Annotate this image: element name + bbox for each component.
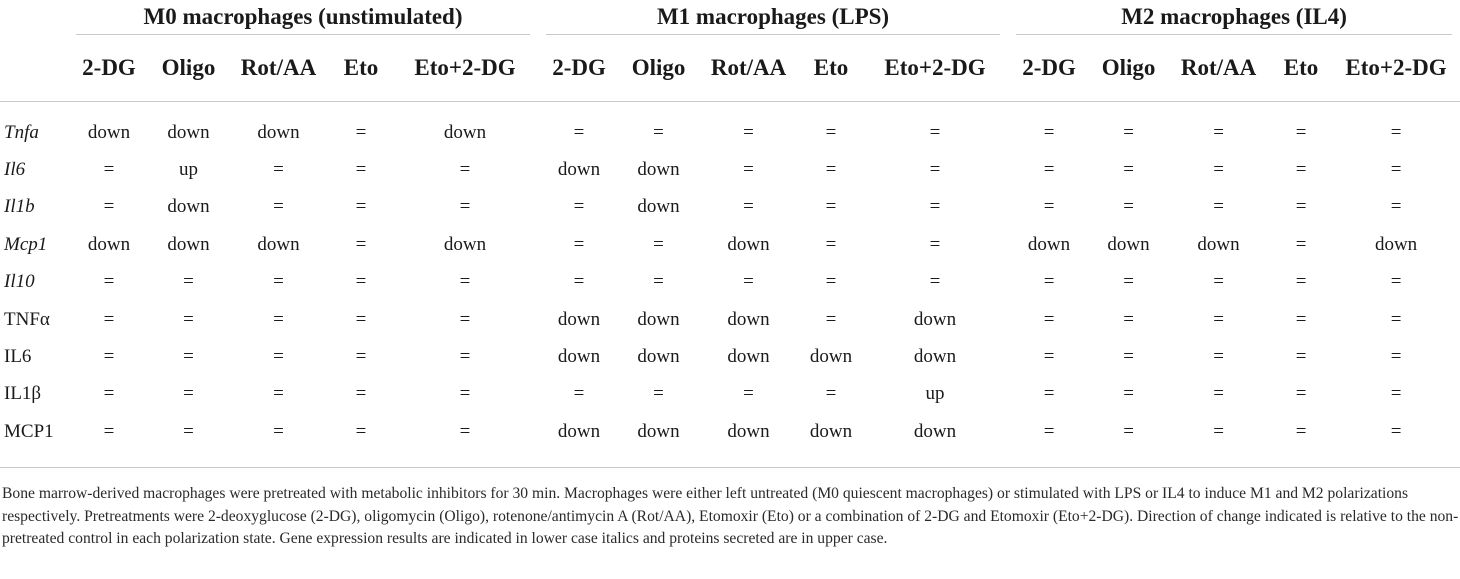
table-cell: = bbox=[1123, 420, 1134, 442]
table-cell: = bbox=[183, 420, 194, 442]
col-header: Rot/AA bbox=[240, 55, 317, 80]
table-cell: = bbox=[743, 383, 754, 405]
table-cell: = bbox=[1213, 196, 1224, 218]
table-cell: = bbox=[273, 159, 284, 181]
table-row bbox=[0, 189, 1460, 226]
table-cell: = bbox=[459, 196, 471, 218]
table-cell: down bbox=[809, 420, 853, 442]
col-header: Oligo bbox=[631, 55, 686, 80]
table-cell: = bbox=[1295, 233, 1307, 255]
table-cell: = bbox=[653, 233, 664, 255]
col-header: Eto+2-DG bbox=[1345, 55, 1447, 80]
table-cell: down bbox=[727, 346, 770, 368]
table-cell: = bbox=[459, 308, 471, 330]
table-cell: = bbox=[653, 383, 664, 405]
table-cell: = bbox=[573, 383, 585, 405]
table-cell: up bbox=[179, 159, 198, 181]
table-cell: down bbox=[1197, 233, 1240, 255]
table-cell: down bbox=[913, 420, 957, 442]
table-cell: = bbox=[743, 121, 754, 143]
table-cell: = bbox=[825, 159, 837, 181]
corner-cell bbox=[0, 0, 68, 34]
row-label-header bbox=[0, 35, 68, 102]
table-cell: down bbox=[557, 308, 601, 330]
table-cell: = bbox=[1123, 196, 1134, 218]
table-cell: down bbox=[557, 346, 601, 368]
table-cell: = bbox=[825, 271, 837, 293]
table-cell: = bbox=[1390, 420, 1402, 442]
row-label: Il6 bbox=[4, 159, 26, 181]
table-cell: = bbox=[459, 420, 471, 442]
table-cell: = bbox=[1043, 196, 1055, 218]
table-cell: = bbox=[459, 383, 471, 405]
table-row bbox=[0, 264, 1460, 301]
table-cell: = bbox=[825, 308, 837, 330]
table-row bbox=[0, 376, 1460, 413]
table-cell: = bbox=[103, 271, 115, 293]
row-label: Il1b bbox=[4, 196, 35, 218]
row-label: Mcp1 bbox=[4, 233, 48, 255]
table-cell: down bbox=[727, 308, 770, 330]
table-cell: = bbox=[1295, 420, 1307, 442]
table-cell: up bbox=[925, 383, 945, 405]
table-cell: = bbox=[273, 271, 284, 293]
table-body bbox=[0, 114, 1460, 451]
table-cell: = bbox=[103, 196, 115, 218]
table-cell: = bbox=[103, 420, 115, 442]
table-cell: = bbox=[355, 308, 367, 330]
table-cell: = bbox=[743, 271, 754, 293]
table-cell: = bbox=[103, 346, 115, 368]
table-cell: = bbox=[573, 121, 585, 143]
table-cell: = bbox=[183, 308, 194, 330]
group-header-m2: M2 macrophages (IL4) bbox=[1121, 4, 1347, 29]
table-cell: = bbox=[1295, 196, 1307, 218]
row-label: IL1β bbox=[4, 383, 42, 405]
table-cell: down bbox=[1107, 233, 1150, 255]
table-cell: = bbox=[273, 383, 284, 405]
table-cell: = bbox=[183, 346, 194, 368]
table-cell: = bbox=[459, 159, 471, 181]
table-row bbox=[0, 338, 1460, 375]
table-row bbox=[0, 301, 1460, 338]
table-cell: = bbox=[1043, 159, 1055, 181]
spacer-row bbox=[0, 102, 1460, 114]
table-cell: = bbox=[1390, 159, 1402, 181]
table-cell: = bbox=[929, 233, 941, 255]
table-cell: = bbox=[825, 196, 837, 218]
table-cell: = bbox=[825, 383, 837, 405]
col-header: 2-DG bbox=[1022, 55, 1076, 80]
table-cell: = bbox=[1295, 121, 1307, 143]
table-cell: = bbox=[1043, 383, 1055, 405]
table-row bbox=[0, 226, 1460, 263]
table-cell: = bbox=[1213, 308, 1224, 330]
group-header-m0: M0 macrophages (unstimulated) bbox=[143, 4, 463, 29]
row-label: IL6 bbox=[4, 346, 32, 368]
col-header: Oligo bbox=[161, 55, 216, 80]
col-header: 2-DG bbox=[82, 55, 136, 80]
table-cell: = bbox=[929, 196, 941, 218]
table-cell: = bbox=[355, 383, 367, 405]
table-cell: = bbox=[1295, 308, 1307, 330]
table-cell: down bbox=[637, 308, 680, 330]
table-cell: = bbox=[273, 308, 284, 330]
table-cell: down bbox=[167, 196, 210, 218]
table-cell: = bbox=[653, 121, 664, 143]
table-cell: = bbox=[1043, 346, 1055, 368]
table-cell: down bbox=[1374, 233, 1418, 255]
row-label: TNFα bbox=[4, 308, 50, 330]
table-cell: = bbox=[273, 346, 284, 368]
table-cell: = bbox=[1123, 346, 1134, 368]
table-cell: = bbox=[1390, 121, 1402, 143]
footnote-text: Bone marrow-derived macrophages were pretreated with metabolic inhibitors for 30 min. Macrophages were either left untreated (M0 quiescent macrophages) or stimulated with LPS or IL4 to induce M1 and M2 polarizations respectively. Pretreatments were 2-deoxyglucose (2-DG), oligomycin (Oligo), rotenone/antimycin A (Rot/AA), Etomoxir (Eto) or a combination of 2-DG and Etomoxir (Eto+2-DG). Direction of change indicated is relative to the non-pretreated control in each polarization state. Gene expression results are indicated in lower case italics and proteins secreted are in upper case. bbox=[2, 485, 1459, 547]
table-cell: = bbox=[1295, 271, 1307, 293]
table-row bbox=[0, 413, 1460, 450]
table-cell: = bbox=[355, 121, 367, 143]
table-cell: down bbox=[727, 233, 770, 255]
table-cell: = bbox=[1123, 121, 1134, 143]
table-cell: = bbox=[573, 233, 585, 255]
table-cell: = bbox=[1390, 271, 1402, 293]
table-cell: = bbox=[1213, 383, 1224, 405]
table-cell: = bbox=[1123, 383, 1134, 405]
table-cell: = bbox=[273, 420, 284, 442]
table-cell: = bbox=[1390, 383, 1402, 405]
table-cell: = bbox=[1123, 308, 1134, 330]
col-header: Eto bbox=[1283, 55, 1319, 80]
table-cell: = bbox=[653, 271, 664, 293]
column-header-row bbox=[0, 35, 1460, 102]
table-row bbox=[0, 151, 1460, 188]
table-cell: = bbox=[929, 121, 941, 143]
table-cell: = bbox=[355, 196, 367, 218]
table-cell: down bbox=[637, 196, 680, 218]
table-cell: = bbox=[929, 271, 941, 293]
table-row bbox=[0, 114, 1460, 151]
table-cell: down bbox=[913, 308, 957, 330]
table-cell: = bbox=[1295, 159, 1307, 181]
table-cell: = bbox=[1123, 271, 1134, 293]
table-cell: = bbox=[1043, 271, 1055, 293]
table-cell: = bbox=[929, 159, 941, 181]
col-header: Eto+2-DG bbox=[414, 55, 516, 80]
col-header: Eto+2-DG bbox=[884, 55, 986, 80]
group-header-m1: M1 macrophages (LPS) bbox=[656, 4, 890, 29]
table-cell: = bbox=[355, 346, 367, 368]
table-cell: = bbox=[103, 159, 115, 181]
table-cell: = bbox=[459, 346, 471, 368]
row-label: MCP1 bbox=[4, 420, 54, 442]
row-label: Tnfa bbox=[4, 121, 39, 143]
table-cell: = bbox=[273, 196, 284, 218]
table-cell: = bbox=[1213, 271, 1224, 293]
row-label: Il10 bbox=[4, 271, 35, 293]
table-cell: down bbox=[87, 121, 131, 143]
table-cell: = bbox=[103, 383, 115, 405]
table-cell: = bbox=[103, 308, 115, 330]
table-cell: down bbox=[167, 233, 210, 255]
table-cell: down bbox=[727, 420, 770, 442]
group-header-row bbox=[0, 0, 1460, 34]
table-cell: = bbox=[355, 420, 367, 442]
col-header: Rot/AA bbox=[710, 55, 787, 80]
table-cell: down bbox=[913, 346, 957, 368]
table-cell: = bbox=[183, 271, 194, 293]
table-cell: = bbox=[743, 159, 754, 181]
table-cell: = bbox=[1295, 346, 1307, 368]
table-cell: down bbox=[637, 159, 680, 181]
table-cell: = bbox=[1390, 308, 1402, 330]
table-cell: down bbox=[1027, 233, 1071, 255]
table-cell: = bbox=[1213, 121, 1224, 143]
table-cell: down bbox=[87, 233, 131, 255]
table-cell: down bbox=[443, 121, 487, 143]
col-header: Eto bbox=[813, 55, 849, 80]
table-cell: down bbox=[809, 346, 853, 368]
table-cell: down bbox=[257, 121, 300, 143]
col-header: Oligo bbox=[1101, 55, 1156, 80]
table-cell: down bbox=[257, 233, 300, 255]
table-cell: = bbox=[1213, 159, 1224, 181]
table-cell: = bbox=[1390, 196, 1402, 218]
col-header: Eto bbox=[343, 55, 379, 80]
table-cell: = bbox=[1295, 383, 1307, 405]
table-cell: = bbox=[355, 233, 367, 255]
table-cell: = bbox=[459, 271, 471, 293]
col-header: Rot/AA bbox=[1180, 55, 1257, 80]
table-cell: down bbox=[637, 420, 680, 442]
table-cell: = bbox=[355, 159, 367, 181]
table-cell: = bbox=[1123, 159, 1134, 181]
table-cell: = bbox=[1043, 121, 1055, 143]
table-cell: down bbox=[637, 346, 680, 368]
table-cell: = bbox=[355, 271, 367, 293]
table-cell: = bbox=[1213, 346, 1224, 368]
table-cell: = bbox=[825, 121, 837, 143]
table-cell: down bbox=[557, 420, 601, 442]
table-cell: down bbox=[167, 121, 210, 143]
table-cell: = bbox=[183, 383, 194, 405]
table-footnote bbox=[0, 467, 1460, 551]
col-header: 2-DG bbox=[552, 55, 606, 80]
table-cell: down bbox=[443, 233, 487, 255]
table-cell: = bbox=[573, 196, 585, 218]
table-cell: = bbox=[1043, 420, 1055, 442]
table-cell: = bbox=[743, 196, 754, 218]
table-cell: = bbox=[1213, 420, 1224, 442]
table-cell: = bbox=[1043, 308, 1055, 330]
table-cell: = bbox=[825, 233, 837, 255]
table-cell: down bbox=[557, 159, 601, 181]
table-cell: = bbox=[1390, 346, 1402, 368]
table-cell: = bbox=[573, 271, 585, 293]
